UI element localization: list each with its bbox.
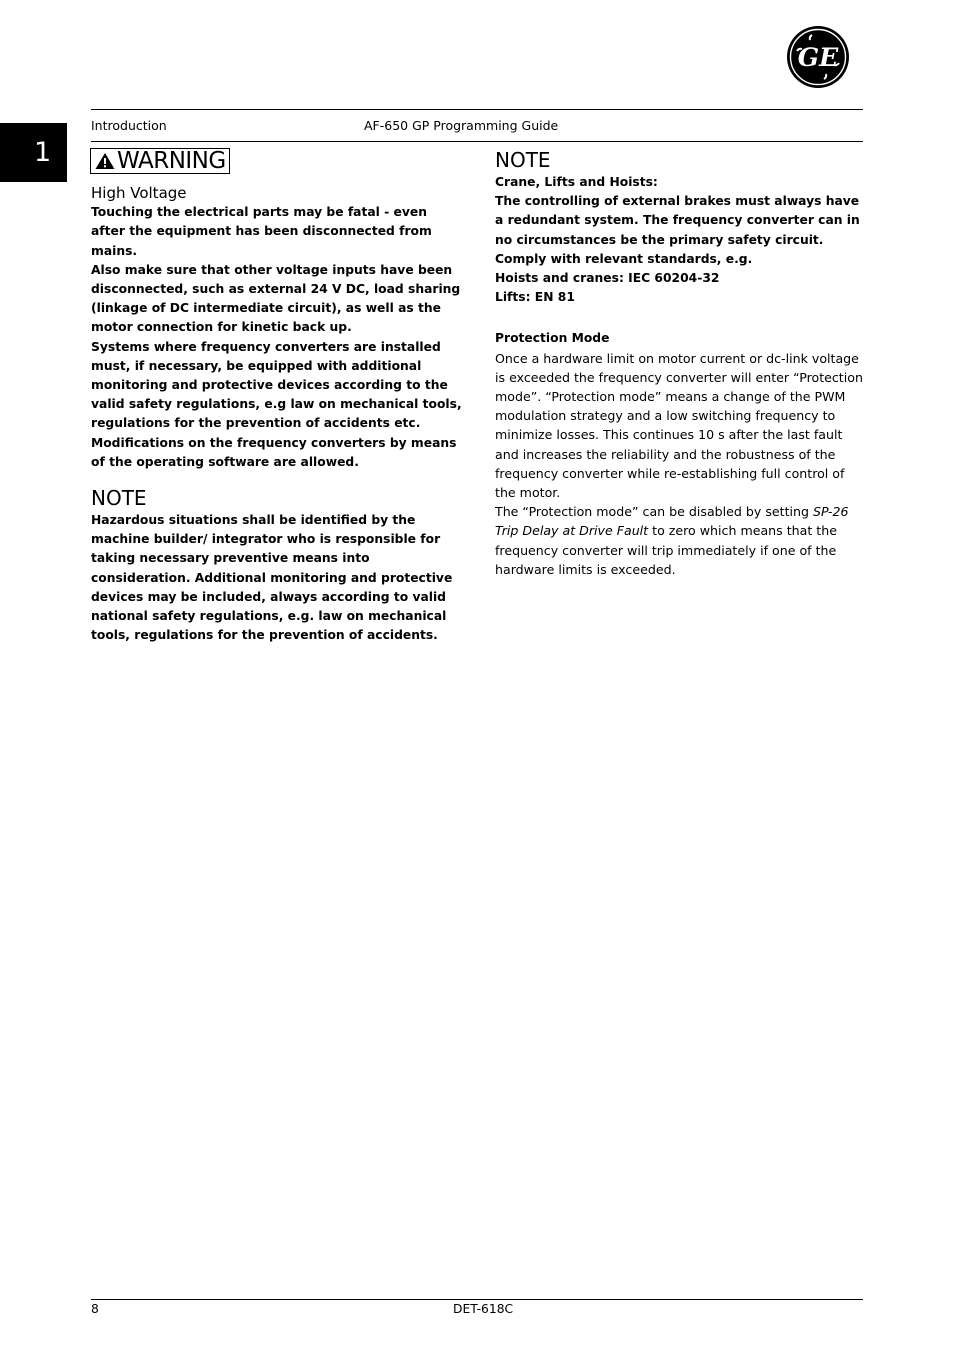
svg-text:GE: GE xyxy=(797,43,839,72)
doc-code: DET-618C xyxy=(453,1302,514,1316)
protection-heading: Protection Mode xyxy=(495,331,610,346)
warning-label: WARNING xyxy=(117,148,226,174)
left-column xyxy=(91,148,463,645)
header-top-rule xyxy=(91,109,863,110)
parameter-reference: SP-26 Trip Delay at Drive Fault xyxy=(495,504,849,539)
warning-para-3: Systems where frequency converters are installed must, if necessary, be equipped with additional monitoring and protective devices according to the valid safety regulations, e.g law on mechanical tools, regulations for the prevention of accidents etc. Modifications on the frequency converters by means of the operating software are allowed. xyxy=(91,339,462,469)
chapter-number: 1 xyxy=(34,137,52,168)
note-text-right: The controlling of external brakes must always have a redundant system. The frequency converter can in no circumstances be the primary safety circuit. Comply with relevant standards, e.g. xyxy=(495,194,860,266)
note-line-hoists: Hoists and cranes: IEC 60204-32 xyxy=(495,271,720,286)
page-number: 8 xyxy=(91,1302,99,1316)
protection-para-2-prefix: The “Protection mode” can be disabled by setting xyxy=(495,504,810,520)
protection-para-2 xyxy=(495,502,867,579)
warning-para-2: Also make sure that other voltage inputs have been disconnected, such as external 24 V DC, load sharing (linkage of DC intermediate circuit), as well as the motor connection for kinetic back up. xyxy=(91,262,461,335)
ge-logo xyxy=(786,25,850,89)
warning-triangle-icon xyxy=(95,152,115,170)
right-column xyxy=(495,148,867,579)
header-section: Introduction xyxy=(91,118,167,133)
note-text-left: Hazardous situations shall be identified by the machine builder/ integrator who is responsible for taking necessary preventive means into consideration. Additional monitoring and protective devices may be included, always according to valid national safety regulations, e.g. law on mechanical tools, regulations for the prevention of accidents. xyxy=(91,513,453,643)
footer-rule xyxy=(91,1299,863,1300)
protection-para-2-suffix: to zero which means that the frequency converter will trip immediately if one of the hardware limits is exceeded. xyxy=(495,523,837,577)
chapter-tab xyxy=(0,123,67,182)
header-bottom-rule xyxy=(91,141,863,142)
protection-para-1: Once a hardware limit on motor current or dc-link voltage is exceeded the frequency converter will enter “Protection mode”. “Protection mode” means a change of the PWM modulation strategy and a low switching frequency to minimize losses. This continues 10 s after the last fault and increases the reliability and the robustness of the frequency converter while re-establishing full control of the motor. xyxy=(495,350,863,501)
note-title-right: NOTE xyxy=(495,148,551,172)
warning-title: High Voltage xyxy=(91,184,187,203)
note-subtitle-right: Crane, Lifts and Hoists: xyxy=(495,175,658,189)
note-title-left: NOTE xyxy=(91,486,147,511)
warning-para-1: Touching the electrical parts may be fatal - even after the equipment has been disconnected from mains. xyxy=(91,205,432,258)
header-guide-title: AF-650 GP Programming Guide xyxy=(364,118,559,133)
note-line-lifts: Lifts: EN 81 xyxy=(495,290,575,305)
warning-badge xyxy=(90,148,230,174)
